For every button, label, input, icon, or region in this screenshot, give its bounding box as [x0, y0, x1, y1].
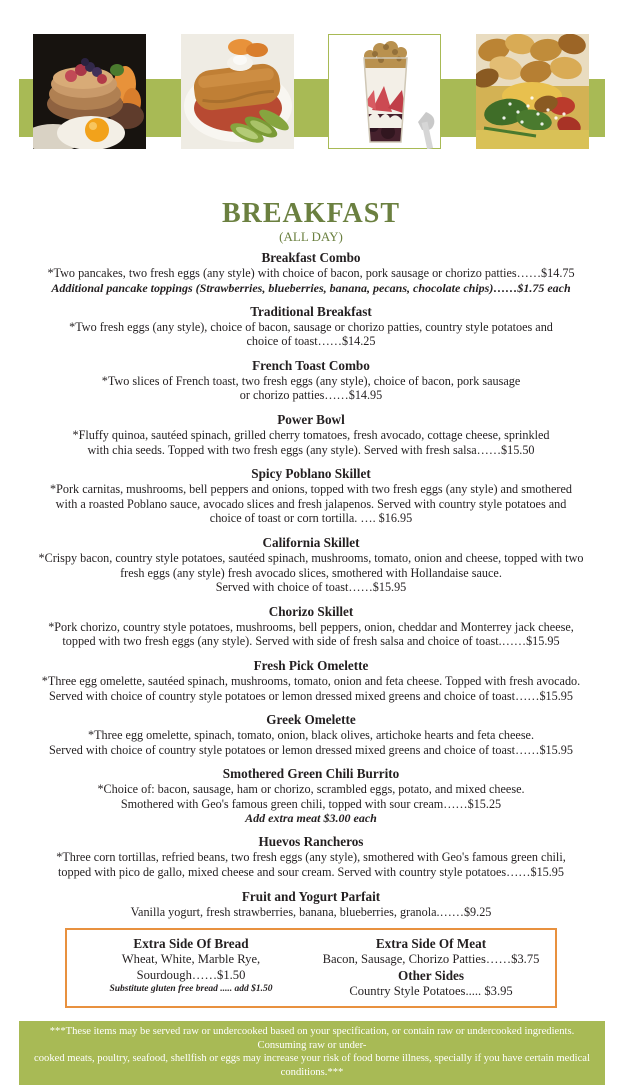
menu-item: [15, 766, 607, 825]
item-name: California Skillet: [262, 534, 360, 550]
item-line: or chorizo patties……$14.95: [239, 388, 383, 403]
item-note: Add extra meat $3.00 each: [245, 811, 377, 826]
item-line: *Two fresh eggs (any style), choice of bacon, sausage or chorizo patties, country style potatoes and: [69, 319, 553, 334]
item-name: Breakfast Combo: [261, 250, 361, 265]
item-lines: [15, 482, 607, 526]
item-line: *Choice of: bacon, sausage, ham or chorizo, scrambled eggs, potato, and mixed cheese.: [97, 782, 525, 797]
item-line: *Three egg omelette, spinach, tomato, onion, black olives, artichoke hearts and feta cheese.: [87, 728, 535, 743]
extra-bread-line: Wheat, White, Marble Rye,: [121, 952, 261, 967]
menu-item: [15, 535, 607, 595]
menu-item: [15, 712, 607, 757]
item-line: *Crispy bacon, country style potatoes, sautéed spinach, mushrooms, tomato, onion and cheese, topped with two: [38, 550, 584, 565]
extra-meat-title: Extra Side Of Meat: [375, 936, 487, 952]
disclaimer-line: ***These items may be served raw or undercooked based on your specification, or contain raw or undercooked ingredients. Consuming raw or under-: [49, 1026, 575, 1051]
item-lines: [15, 551, 607, 595]
item-line: Served with choice of country style potatoes or lemon dressed mixed greens and choice of toast……$15.95: [49, 742, 573, 757]
item-line: *Pork chorizo, country style potatoes, mushrooms, bell peppers, onion, cheddar and Monterrey jack cheese,: [48, 619, 574, 634]
item-lines: [15, 266, 607, 281]
item-lines: [15, 320, 607, 349]
item-line: with a roasted Poblano sauce, avocado slices and fresh jalapenos. Served with country style potatoes and: [55, 496, 567, 511]
menu-item: [15, 658, 607, 703]
item-lines: [15, 728, 607, 757]
item-lines: [15, 428, 607, 457]
item-lines: [15, 782, 607, 811]
menu-item: [15, 304, 607, 349]
health-disclaimer: [19, 1021, 605, 1085]
item-line: Smothered with Geo's famous green chili, topped with sour cream……$15.25: [120, 796, 502, 811]
menu-item: [15, 358, 607, 403]
item-note: Additional pancake toppings (Strawberries, blueberries, banana, pecans, chocolate chips)……$1.75 each: [51, 280, 571, 295]
item-line: Served with choice of toast……$15.95: [215, 580, 407, 595]
item-name: Smothered Green Chili Burrito: [222, 766, 400, 782]
page-title: BREAKFAST: [221, 198, 401, 229]
item-line: Served with choice of country style potatoes or lemon dressed mixed greens and choice of toast……$15.95: [49, 688, 573, 703]
menu-item: [15, 466, 607, 526]
photo-row: [0, 34, 622, 149]
item-name: Power Bowl: [277, 411, 345, 427]
item-line: *Two pancakes, two fresh eggs (any style) with choice of bacon, pork sausage or chorizo patties……$14.75: [47, 266, 575, 280]
item-line: topped with two fresh eggs (any style). Served with side of fresh salsa and choice of toast.……$15.95: [62, 634, 560, 649]
item-line: *Fluffy quinoa, sautéed spinach, grilled cherry tomatoes, fresh avocado, cottage cheese, sprinkled: [72, 427, 550, 442]
disclaimer-line: cooked meats, poultry, seafood, shellfish or eggs may increase your risk of food borne illness, specially if you have certain medical conditions.***: [34, 1053, 590, 1078]
item-line: choice of toast or corn tortilla. …. $16.95: [209, 511, 413, 526]
item-line: *Pork carnitas, mushrooms, bell peppers and onions, topped with two fresh eggs (any style) and smothered: [50, 482, 572, 497]
menu-item: [15, 834, 607, 879]
menu-item: [15, 412, 607, 457]
menu-item: [15, 250, 607, 295]
item-lines: [15, 374, 607, 403]
item-name: French Toast Combo: [252, 357, 370, 373]
item-line: topped with pico de gallo, mixed cheese and sour cream. Served with country style potatoes……$15.95: [58, 865, 564, 880]
other-sides-title: Other Sides: [397, 967, 465, 983]
extra-meat-line: Bacon, Sausage, Chorizo Patties……$3.75: [322, 952, 540, 967]
item-name: Fresh Pick Omelette: [253, 657, 369, 673]
gluten-free-note: Substitute gluten free bread ..... add $1.50: [109, 984, 273, 995]
item-name: Fruit and Yogurt Parfait: [241, 888, 381, 904]
menu-item: [15, 889, 607, 920]
extra-bread-line: Sourdough……$1.50: [136, 967, 246, 982]
item-line: *Two slices of French toast, two fresh eggs (any style), choice of bacon, pork sausage: [101, 373, 521, 388]
item-lines: [15, 905, 607, 920]
item-lines: [15, 620, 607, 649]
item-line: fresh eggs (any style) fresh avocado slices, smothered with Hollandaise sauce.: [120, 565, 502, 580]
extras-box: [65, 928, 557, 1008]
photo-strip: [0, 34, 622, 184]
item-line: choice of toast……$14.25: [246, 334, 376, 349]
item-line: *Three egg omelette, sautéed spinach, mushrooms, tomato, onion and feta cheese. Topped with fresh avocado.: [41, 673, 581, 688]
extra-bread-title: Extra Side Of Bread: [133, 936, 249, 952]
item-line: Vanilla yogurt, fresh strawberries, banana, blueberries, granola.……$9.25: [130, 904, 492, 919]
other-sides-line: Country Style Potatoes..... $3.95: [349, 983, 513, 998]
item-lines: [15, 674, 607, 703]
item-line: with chia seeds. Topped with two fresh eggs (any style). Served with fresh salsa……$15.50: [87, 442, 535, 457]
smothered-burrito-photo: [181, 34, 294, 149]
title-block: [0, 200, 622, 243]
item-name: Spicy Poblano Skillet: [251, 466, 371, 482]
extra-meat-column: [311, 936, 551, 999]
item-line: *Three corn tortillas, refried beans, two fresh eggs (any style), smothered with Geo's famous green chili,: [56, 850, 566, 865]
yogurt-parfait-photo: [328, 34, 441, 149]
breakfast-potatoes-photo: [476, 34, 589, 149]
item-name: Chorizo Skillet: [268, 603, 354, 619]
item-name: Huevos Rancheros: [258, 834, 364, 850]
page-subtitle: (ALL DAY): [279, 229, 343, 244]
item-name: Traditional Breakfast: [250, 303, 372, 319]
menu-items: [15, 250, 607, 919]
menu-item: [15, 604, 607, 649]
item-name: Greek Omelette: [266, 712, 356, 728]
pancakes-breakfast-photo: [33, 34, 146, 149]
item-lines: [15, 850, 607, 879]
extra-bread-column: [71, 936, 311, 999]
